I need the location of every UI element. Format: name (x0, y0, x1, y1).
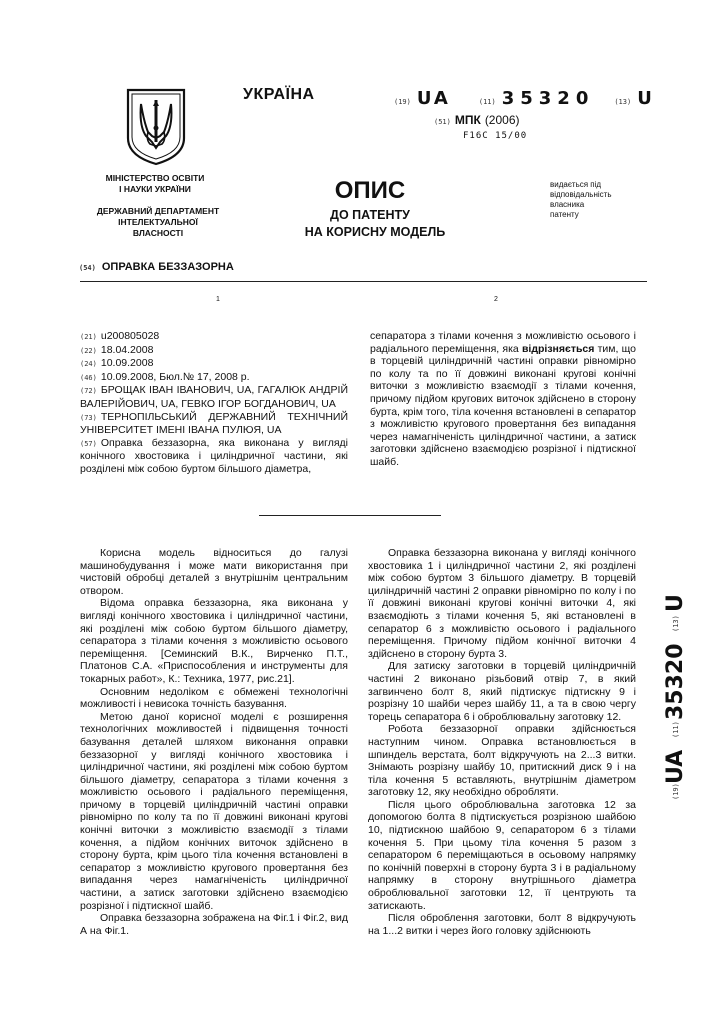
patent-number: 35320 (501, 88, 595, 109)
vertical-publication-marker (648, 586, 688, 800)
bibliographic-data (80, 330, 348, 476)
divider (80, 281, 647, 282)
description-column-left (80, 547, 348, 937)
paragraph: Робота беззазорної оправки здійснюється наступним чином. Оправка встановлюється в шпиндель верстата, болт відкручують на 2...3 витки. Знімають розрізну шайбу 10, притискний диск 9 і на тіла кочення 5 вставляють, внутрішнім діаметром заготовку 12, яку необхідно обробляти. (368, 723, 636, 799)
paragraph: Після оброблення заготовки, болт 8 відкручують на 1...2 витки і через його головку здійснюють (368, 912, 636, 937)
inid-code: (24) (80, 360, 97, 369)
invention-title-text: ОПРАВКА БЕЗЗАЗОРНА (101, 261, 234, 273)
biblio-value: 10.09.2008 (100, 357, 154, 370)
biblio-value: ТЕРНОПІЛЬСЬКИЙ ДЕРЖАВНИЙ ТЕХНІЧНИЙ УНІВЕРСИТЕТ ІМЕНІ ІВАНА ПУЛЮЯ, UA (80, 410, 348, 437)
paragraph: Для затиску заготовки в торцевій циліндричній частині 2 виконано різьбовий отвір 7, в який загвинчено болт 8, який підтискує підтискну 9 і розрізну 10 шайби через шайбу 11, а та в свою чергу торець сепаратора 6 і оброблювальну заготовку 12. (368, 660, 636, 723)
ministry-line: МІНІСТЕРСТВО ОСВІТИ (105, 173, 205, 183)
inid-code: (46) (80, 373, 97, 382)
issuance-note-line: патенту (550, 210, 579, 219)
department-line: ІНТЕЛЕКТУАЛЬНОЇ (118, 217, 198, 227)
inid-code: (19) (394, 98, 411, 106)
ipc-year: (2006) (484, 113, 520, 127)
inid-code: (11) (478, 98, 496, 106)
ministry-line: І НАУКИ УКРАЇНИ (119, 184, 191, 194)
column-number: 1 (216, 296, 220, 303)
inid-code: (72) (80, 387, 97, 396)
kind-code: U (663, 594, 688, 612)
ipc-class: F16C 15/00 (463, 131, 528, 141)
country-name: УКРАЇНА (243, 86, 315, 103)
paragraph: Метою даної корисної моделі є розширення технологічних можливостей і підвищення точності базування деталей шляхом виконання оправки беззазорної у вигляді конічного хвостовика і циліндричної частини, які розділені між собою буртом більшого діаметру, сепаратора з тілами кочення з можливістю осьового і радіального переміщення, причому в торцевій циліндричній частині оправки рівномірно по колу та по її довжині виконані кругові конічні виточки з можливістю взаємодії з тілами кочення, а підйом конічних виточок здійснено в сторону бурта, крім цього тіла кочення встановлені в сепаратор з можливістю кругового провертання без випадання через намагніченість циліндричної частини, а затиск заготовки здійснено взаємодією розрізної і підтискної шайб. (80, 710, 348, 912)
paragraph: Відома оправка беззазорна, яка виконана у вигляді конічного хвостовика і циліндричної частини, які розділені між собою буртом більшого діаметру, сепаратора з тілами кочення з можливістю осьового переміщення. [Семинский В.К., Вирченко П.Т., Платонов С.А. «Приспособления и инструменты для токарных работ», К.: Техника, 1977, рис.21]. (80, 597, 348, 685)
biblio-value: 10.09.2008, Бюл.№ 17, 2008 р. (100, 370, 250, 383)
country-code: UA (663, 749, 688, 784)
department-name (88, 206, 228, 239)
inid-code: (73) (80, 413, 97, 422)
paragraph: Після цього оброблювальна заготовка 12 за допомогою болта 8 підтискується розрізною шайбою 10, підтискною шайбою 9, сепаратором 6 з тілами кочення 5. При цьому тіла кочення 5 разом з сепаратором 6 переміщаються в осьовому напрямку по конічній поверхні в сторону бурта 3 і в радіальному напрямку в сторону внутрішнього діаметра оброблювальної заготовки 12, її центрують та затискають. (368, 798, 636, 912)
document-subtitle: ДО ПАТЕНТУ (330, 208, 410, 222)
country-code: UA (416, 88, 451, 109)
inid-code: (57) (80, 439, 97, 448)
biblio-value: u200805028 (100, 330, 160, 342)
claim-part: тим, що в торцевій циліндричній частині оправки рівномірно по колу та по її довжині виконані кругові конічні виточки з можливістю взаємодії з тілами кочення, причому підйом кругових виточок здійснено в сторону бурта, крім того, тіла кочення встановлені в сепаратор з можливістю кругового провертання без випадання через намагніченість циліндричної частини, а затиск заготовки здійснено взаємодією розрізної і підтискної шайб. (370, 342, 636, 468)
document-title: ОПИС (334, 177, 406, 204)
kind-code: U (637, 88, 655, 109)
paragraph: Оправка беззазорна зображена на Фіг.1 і Фіг.2, вид А на Фіг.1. (80, 912, 348, 937)
inid-code: (19) (672, 783, 680, 800)
inid-code: (13) (614, 98, 632, 106)
document-subtitle: НА КОРИСНУ МОДЕЛЬ (304, 225, 446, 239)
paragraph: Оправка беззазорна виконана у вигляді конічного хвостовика 1 і циліндричної частини 2, які розділені між собою буртом 3 більшого діаметру. В торцевій циліндричній частині 2 оправки рівномірно по колу і по її довжині виконані кругові конічні виточки 4, які взаємодіють з тілами кочення 5, які встановлені в сепаратор 6 з можливістю осьового і радіального переміщення. Причому підйом конічної виточки 4 здійснено в сторону бурта 3. (368, 547, 636, 660)
claim-emphasis: відрізняється (521, 342, 595, 355)
biblio-entry (80, 371, 348, 385)
biblio-entry (80, 437, 348, 476)
claim-text (370, 330, 636, 469)
inid-code: (51) (434, 118, 451, 126)
department-line: ВЛАСНОСТІ (132, 228, 184, 238)
section-divider (259, 515, 441, 516)
paragraph: Корисна модель відноситься до галузі машинобудування і може мати використання при чистовій обробці деталей з внутрішнім центральним отвором. (80, 547, 348, 597)
ipc-row (434, 113, 520, 127)
issuance-note-line: відповідальність (550, 190, 612, 199)
issuance-note-line: власника (550, 200, 585, 209)
claim-part: сепаратора з тілами кочення з можливістю осьового і радіального переміщення, яка (370, 330, 636, 355)
inid-code: (21) (80, 333, 97, 341)
issuance-note (550, 180, 660, 220)
ministry-name (100, 173, 210, 195)
inid-code: (22) (80, 346, 97, 355)
biblio-value: Оправка беззазорна, яка виконана у вигляді конічного хвостовика і циліндричної частини, які розділені між собою буртом більшого діаметра, (80, 436, 348, 475)
patent-number: 35320 (663, 643, 688, 720)
inid-code: (11) (672, 721, 680, 738)
biblio-entry (80, 384, 348, 410)
issuance-note-line: видається під (550, 180, 602, 189)
invention-title (79, 261, 234, 273)
column-number: 2 (494, 296, 498, 303)
biblio-entry (80, 330, 348, 344)
biblio-value: 18.04.2008 (100, 343, 154, 356)
biblio-entry (80, 344, 348, 358)
inid-code: (13) (672, 615, 680, 632)
biblio-value: БРОЩАК ІВАН ІВАНОВИЧ, UA, ГАГАЛЮК АНДРІЙ ВАЛЕРІЙОВИЧ, UA, ГЕВКО ІГОР БОГДАНОВИЧ, UA (80, 384, 348, 410)
biblio-entry (80, 411, 348, 437)
inid-code: (54) (79, 264, 96, 272)
coat-of-arms-icon (124, 86, 188, 166)
paragraph: Основним недоліком є обмежені технологічні можливості і невисока точність базування. (80, 685, 348, 711)
publication-number-row (394, 88, 655, 112)
biblio-entry (80, 357, 348, 371)
department-line: ДЕРЖАВНИЙ ДЕПАРТАМЕНТ (96, 206, 220, 216)
description-column-right (368, 547, 636, 937)
ipc-label: МПК (454, 113, 481, 127)
